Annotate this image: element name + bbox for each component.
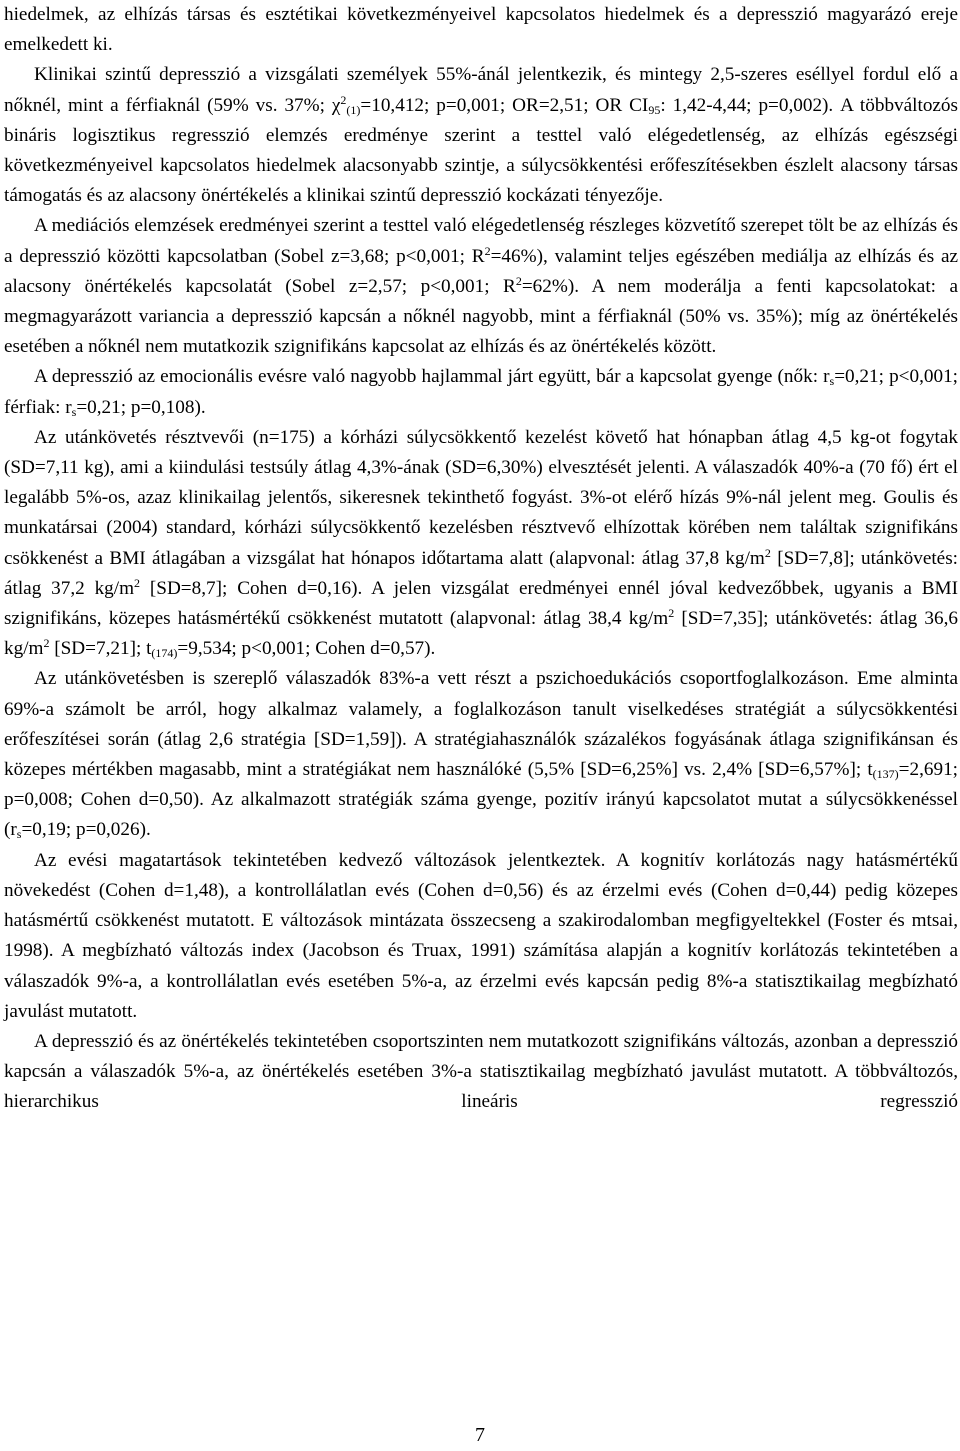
subscript: (174) — [151, 646, 178, 661]
text: =0,19; p=0,026). — [21, 819, 151, 841]
text: Az evési magatartások tekintetében kedvező változások jelentkeztek. A kognitív korlátozás nagy hatásmértékű növekedést (Cohen d=1,48), a kontrollálatlan evés (Cohen d=0,56) és az érzelmi evés (Cohen d=0,44) pedig közepes hatásmértű csökkenést mutatott. E változások mintázata összecseng a szakirodalomban megfigyeltekkel (Foster és mtsai, 1998). A megbízható változás index (Jacobson és Truax, 1991) számítása alapján a kognitív korlátozás tekintetében a válaszadók 9%-a, a kontrollálatlan evés esetében 5%-a, az érzelmi evés kapcsán pedig 8%-a statisztikailag megbízható javulást mutatott. — [4, 849, 958, 1022]
text: =46%), valamint teljes egészében mediálja az elhízás és az alacsony önértékelés kapcsolatát (Sobel z=2,57; p<0,001; R — [4, 245, 958, 297]
text: =9,534; p<0,001; Cohen d=0,57). — [177, 638, 436, 660]
superscript: 2 — [340, 92, 347, 107]
subscript: (1) — [346, 102, 361, 117]
paragraph-2 — [4, 60, 958, 211]
text: Klinikai szintű depresszió a vizsgálati személyek 55%-ánál jelentkezik, és mintegy 2,5-szeres eséllyel fordul elő a nőknél, mint a férfiaknál (59% vs. 37%; χ — [4, 64, 958, 116]
subscript: 95 — [648, 102, 661, 117]
text: =2,691; p=0,008; Cohen d=0,50). Az alkalmazott stratégiák száma gyenge, pozitív irányú kapcsolatot mutat a súlycsökkenéssel (r — [4, 759, 958, 841]
text: A depresszió az emocionális evésre való nagyobb hajlammal járt együtt, bár a kapcsolat gyenge (nők: r — [34, 366, 830, 388]
document-body — [4, 0, 958, 1118]
paragraph-1 — [4, 0, 958, 60]
text: =62%). A nem moderálja a fenti kapcsolatokat: a megmagyarázott variancia a depresszió kapcsán a nőknél nagyobb, mint a férfiaknál (50% vs. 35%); míg az önértékelés esetében a nőknél nem mutatkozik szignifikáns kapcsolat az elhízás és az önértékelés között. — [4, 275, 959, 358]
paragraph-7 — [4, 846, 958, 1027]
text: [SD=7,21]; t — [49, 638, 152, 660]
text: [SD=7,8]; utánkövetés: átlag 37,2 kg/m — [4, 547, 958, 599]
paragraph-8 — [4, 1027, 958, 1118]
text: : 1,42-4,44; p=0,002). A többváltozós bináris logisztikus regresszió elemzés eredménye szerint a testtel való elégedetlenség, az elhízás egészségi következményeivel kapcsolatos hiedelmek alacsonyabb szintje, a súlycsökkentési erőfeszítésekben észlelt alacsony társas támogatás és az alacsony önértékelés a klinikai szintű depresszió kockázati tényezője. — [4, 94, 958, 207]
page-number: 7 — [475, 1424, 485, 1446]
subscript: (137) — [872, 767, 899, 782]
text: A depresszió és az önértékelés tekintetében csoportszinten nem mutatkozott szignifikáns változás, azonban a depresszió kapcsán a válaszadók 5%-a, az önértékelés esetében 3%-a statisztikailag megbízható javulást mutatott. A többváltozós, hierarchikus lineáris regresszió — [4, 1030, 958, 1113]
subscript: s — [829, 374, 835, 389]
text: =0,21; p<0,001; férfiak: r — [4, 366, 958, 418]
paragraph-5 — [4, 423, 958, 665]
paragraph-4 — [4, 362, 958, 422]
superscript: 2 — [43, 636, 50, 651]
subscript: s — [16, 827, 22, 842]
text: =0,21; p=0,108). — [76, 396, 206, 418]
text: [SD=7,35]; utánkövetés: átlag 36,6 kg/m — [4, 608, 958, 660]
superscript: 2 — [484, 243, 491, 258]
superscript: 2 — [764, 545, 771, 560]
text: A mediációs elemzések eredményei szerint a testtel való elégedetlenség részleges közvetítő szerepet tölt be az elhízás és a depresszió közötti kapcsolatban (Sobel z=3,68; p<0,001; R — [4, 215, 958, 267]
text: =10,412; p=0,001; OR=2,51; OR CI — [360, 94, 649, 116]
superscript: 2 — [668, 606, 675, 621]
paragraph-6 — [4, 664, 958, 845]
subscript: s — [71, 404, 77, 419]
text: [SD=8,7]; Cohen d=0,16). A jelen vizsgálat eredményei ennél jóval kedvezőbbek, ugyanis a BMI szignifikáns, közepes hatásmértékű csökkenést mutatott (alapvonal: átlag 38,4 kg/m — [4, 577, 958, 630]
text: Az utánkövetésben is szereplő válaszadók 83%-a vett részt a pszichoedukációs csoportfoglalkozáson. Eme alminta 69%-a számolt be arról, hogy alkalmaz valamely, a foglalkozáson tanult viselkedéses stratégiát a súlycsökkentési erőfeszítései során (átlag 2,6 stratégia [SD=1,59]). A stratégiahasználók százalékos fogyásának átlaga szignifikánsan és közepes mértékben magasabb, mint a stratégiákat nem használóké (5,5% [SD=6,25%] vs. 2,4% [SD=6,57%]; t — [4, 668, 958, 781]
superscript: 2 — [134, 575, 141, 590]
paragraph-3 — [4, 211, 958, 362]
text: hiedelmek, az elhízás társas és esztétikai következményeivel kapcsolatos hiedelmek és a depresszió magyarázó ereje emelkedett ki. — [4, 4, 958, 56]
superscript: 2 — [515, 273, 522, 288]
text: Az utánkövetés résztvevői (n=175) a kórházi súlycsökkentő kezelést követő hat hónapban átlag 4,5 kg-ot fogytak (SD=7,11 kg), ami a kiindulási testsúly átlag 4,3%-ának (SD=6,30%) elvesztését jelenti. A válaszadók 40%-a (70 fő) ért el legalább 5%-os, azaz klinikailag jelentős, sikeresnek tekinthető fogyást. 3%-ot elérő hízás 9%-nál jelent meg. Goulis és munkatársai (2004) standard, kórházi súlycsökkentő kezelésben résztvevő elhízottak körében nem találtak szignifikáns csökkenést a BMI átlagában a vizsgálat hat hónapos időtartama alatt (alapvonal: átlag 37,8 kg/m — [4, 426, 958, 569]
